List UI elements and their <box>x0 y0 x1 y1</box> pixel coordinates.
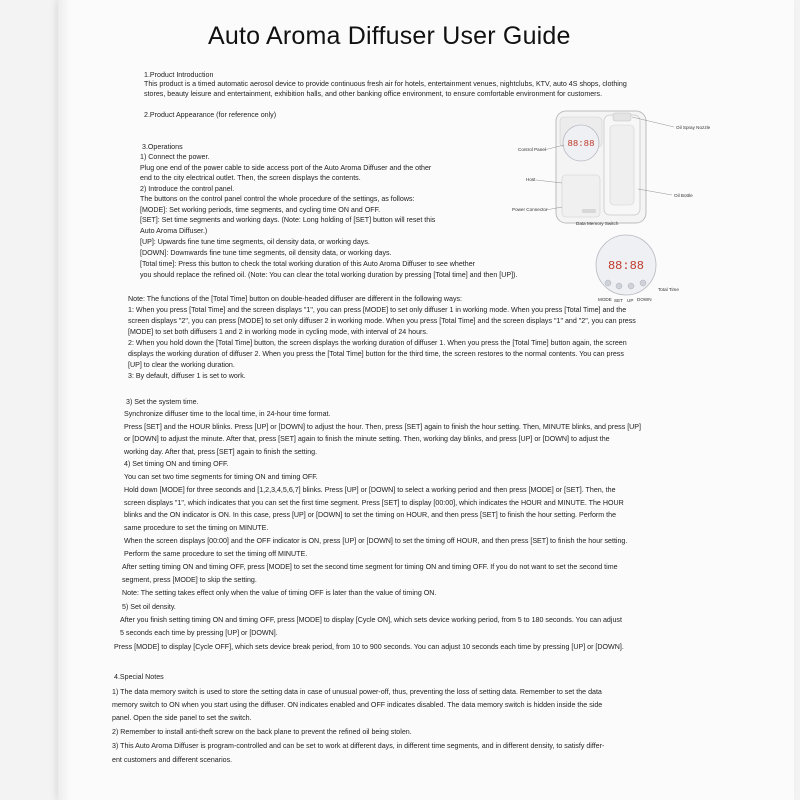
instruction-line: 4) Set timing ON and timing OFF. <box>124 460 229 468</box>
label-oil-spray-nozzle: Oil Spray Nozzle <box>676 125 711 130</box>
instruction-line: 5 seconds each time by pressing [UP] or [DOWN]. <box>120 629 278 637</box>
special-note-line: panel. Open the side panel to set the switch. <box>112 714 252 722</box>
instruction-line: Synchronize diffuser time to the local time, in 24-hour time format. <box>124 410 331 418</box>
special-note-line: memory switch to ON when you start using the diffuser. ON indicates enabled and OFF indicates disabled. The data memory switch is hidden inside the side <box>112 701 603 709</box>
label-oil-bottle: Oil Bottle <box>674 193 693 198</box>
intro-line: stores, beauty leisure and entertainment, exhibition halls, and other banking office environment, to ensure comfortable environment for customers. <box>144 90 603 98</box>
instruction-line: After you finish setting timing ON and timing OFF, press [MODE] to display [Cycle ON], which sets device working period, from 5 to 180 seconds. You can adjust <box>120 616 622 624</box>
operations-line: 2) Introduce the control panel. <box>140 185 235 193</box>
instruction-line: 5) Set oil density. <box>122 603 176 611</box>
oil-spray-nozzle <box>613 113 631 121</box>
label-up: UP <box>627 298 634 303</box>
instruction-line: You can set two time segments for timing ON and timing OFF. <box>124 473 318 481</box>
instruction-line: Press [SET] and the HOUR blinks. Press [UP] or [DOWN] to adjust the hour. Then, press [SET] again to finish the hour setting. Then, MINUTE blinks, and press [UP] <box>124 423 642 431</box>
section-heading-appearance: 2.Product Appearance (for reference only) <box>144 111 277 119</box>
mode-button-icon <box>605 280 611 286</box>
page-title: Auto Aroma Diffuser User Guide <box>208 22 571 50</box>
instruction-line: 3) Set the system time. <box>126 398 199 406</box>
label-data-memory-switch: Data Memory Switch <box>576 221 619 226</box>
note-line: 1: When you press [Total Time] and the screen displays "1", you can press [MODE] to set only diffuser 1 in working mode. When you press [Total Time] and the <box>128 306 627 314</box>
label-set: SET <box>614 298 623 303</box>
operations-line: [UP]: Upwards fine tune time segments, oil density data, or working days. <box>140 238 370 246</box>
instruction-line: When the screen displays [00:00] and the OFF indicator is ON, press [UP] or [DOWN] to set the timing off HOUR, and then press [SET] to finish the hour setting. <box>124 537 628 545</box>
note-line: Note: The functions of the [Total Time] button on double-headed diffuser are different in the following ways: <box>128 295 463 303</box>
instruction-line: Hold down [MODE] for three seconds and [1,2,3,4,5,6,7] blinks. Press [UP] or [DOWN] to select a working period and then press [MODE] or [SET]. Then, the <box>124 486 616 494</box>
page-edge-shadow <box>58 0 70 800</box>
note-line: screen displays "2", you can press [MODE] to set only diffuser 2 in working mode. When you press [Total Time] and the screen displays "1" and "2", you can press <box>128 317 636 325</box>
display-digits: 88:88 <box>567 139 595 149</box>
instruction-line: Perform the same procedure to set the timing off MINUTE. <box>124 550 308 558</box>
oil-bottle <box>610 125 634 205</box>
instruction-line: blinks and the ON indicator is ON. In this case, press [UP] or [DOWN] to set the timing on HOUR, and then press [SET] to finish the hour setting. Perform the <box>124 511 617 519</box>
instruction-line: working day. After that, press [SET] again to finish the setting. <box>124 448 318 456</box>
label-mode: MODE <box>598 297 612 302</box>
note-line: 2: When you hold down the [Total Time] button, the screen displays the working duration of diffuser 1. When you press the [Total Time] button again, the screen <box>128 339 627 347</box>
section-heading-intro: 1.Product Introduction <box>144 71 214 79</box>
instruction-line: segment, press [MODE] to skip the setting. <box>122 576 257 584</box>
note-line: [UP] to clear the working duration. <box>128 361 235 369</box>
operations-line: [DOWN]: Downwards fine tune time segments, oil density data, or working days. <box>140 249 392 257</box>
label-power-connector: Power Connector <box>512 207 548 212</box>
instruction-line: same procedure to set the timing on MINUTE. <box>124 524 269 532</box>
intro-line: This product is a timed automatic aerosol device to provide continuous fresh air for hotels, entertainment venues, nightclubs, KTV, auto 4S shops, clothing <box>144 80 627 88</box>
instruction-line: Note: The setting takes effect only when the value of timing OFF is later than the value of timing ON. <box>122 589 437 597</box>
down-button-icon <box>640 280 646 286</box>
operations-line: you should replace the refined oil. (Note: You can clear the total working duration by pressing [Total time] and then [UP]). <box>140 271 518 279</box>
label-down: DOWN <box>637 297 652 302</box>
instruction-line: Press [MODE] to display [Cycle OFF], which sets device break period, from 10 to 900 seconds. You can adjust 10 seconds each time by pressing [UP] or [DOWN]. <box>114 643 624 651</box>
section-heading-operations: 3.Operations <box>142 143 183 151</box>
operations-line: end to the city electrical outlet. Then, the screen displays the contents. <box>140 174 361 182</box>
note-line: 3: By default, diffuser 1 is set to work. <box>128 372 246 380</box>
set-button-icon <box>616 283 622 289</box>
special-note-line: 2) Remember to install anti-theft screw on the back plane to prevent the refined oil being stolen. <box>112 728 412 736</box>
operations-line: 1) Connect the power. <box>140 153 210 161</box>
product-appearance-figure <box>498 105 758 305</box>
operations-line: Plug one end of the power cable to side access port of the Auto Aroma Diffuser and the other <box>140 164 432 172</box>
operations-line: Auto Aroma Diffuser.) <box>140 227 208 235</box>
special-note-line: 3) This Auto Aroma Diffuser is program-controlled and can be set to work at different days, in different time segments, and in different density, to satisfy differ- <box>112 742 605 750</box>
instruction-line: screen displays "1", which indicates that you can set the first time segment. Press [SET] to display [00:00], which indicates the HOUR and MINUTE. The HOUR <box>124 499 624 507</box>
note-line: displays the working duration of diffuser 2. When you press the [Total Time] button for the third time, the screen restores to the normal contents. You can press <box>128 350 624 358</box>
section-heading-special-notes: 4.Special Notes <box>114 673 164 681</box>
operations-line: [MODE]: Set working periods, time segments, and cycling time ON and OFF. <box>140 206 381 214</box>
instruction-line: After setting timing ON and timing OFF, press [MODE] to set the second time segment for timing ON and timing OFF. If you do not want to set the second time <box>122 563 618 571</box>
operations-line: [SET]: Set time segments and working days. (Note: Long holding of [SET] button will reset this <box>140 216 436 224</box>
data-memory-switch <box>582 209 596 213</box>
label-control-panel: Control Panel <box>518 147 546 152</box>
special-note-line: ent customers and different scenarios. <box>112 756 233 764</box>
user-guide-sheet <box>58 0 794 800</box>
label-total-time: Total Time <box>658 287 679 292</box>
operations-line: [Total time]: Press this button to check the total working duration of this Auto Aroma Diffuser to see whether <box>140 260 476 268</box>
special-note-line: 1) The data memory switch is used to store the setting data in case of unusual power-off, thus, preventing the loss of setting data. Remember to set the data <box>112 688 602 696</box>
closeup-display-digits: 88:88 <box>607 259 645 273</box>
note-line: [MODE] to set both diffusers 1 and 2 in working mode in cycling mode, with interval of 24 hours. <box>128 328 428 336</box>
label-host: Host <box>526 177 536 182</box>
instruction-line: or [DOWN] to adjust the minute. After that, press [SET] again to finish the minute setting. Then, working day blinks, and press [UP] or [DOWN] to adjust the <box>124 435 610 443</box>
operations-line: The buttons on the control panel control the whole procedure of the settings, as follows: <box>140 195 415 203</box>
up-button-icon <box>628 283 634 289</box>
